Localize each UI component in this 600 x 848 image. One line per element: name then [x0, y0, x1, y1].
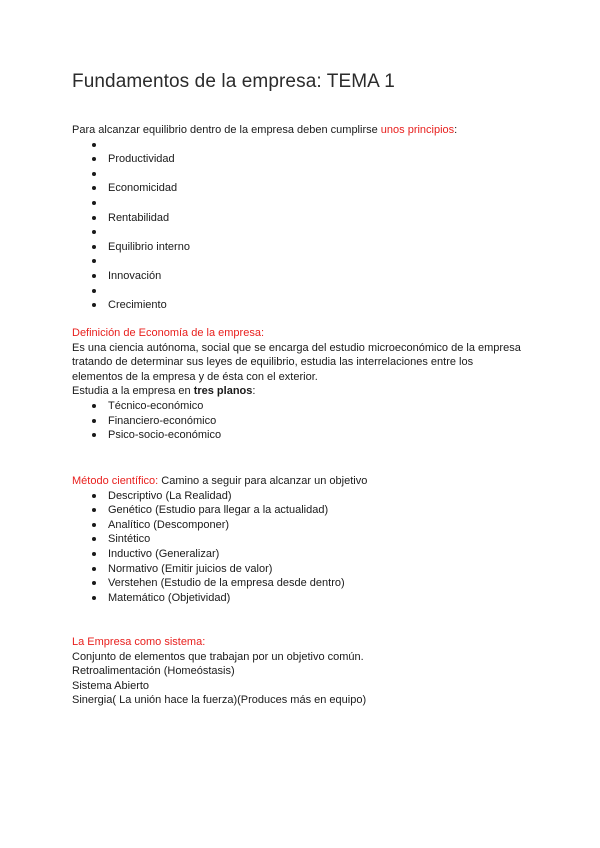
economia-line: tratando de determinar sus leyes de equilibrio, estudia las interrelaciones entre los — [72, 356, 474, 369]
list-item: Inductivo (Generalizar) — [72, 547, 542, 562]
planos-bold: tres planos — [193, 385, 253, 398]
planos-intro: Estudia a la empresa en tres planos: — [72, 385, 256, 398]
list-item: Rentabilidad — [72, 211, 542, 226]
list-item: Crecimiento — [72, 298, 542, 313]
economia-line: Es una ciencia autónoma, social que se encarga del estudio microeconómico de la empresa — [72, 341, 521, 354]
sistema-line: Retroalimentación (Homeóstasis) — [72, 665, 235, 678]
list-item — [72, 138, 542, 153]
planos-list — [72, 399, 542, 443]
principles-highlight: unos principios — [380, 124, 455, 136]
principles-list — [72, 138, 542, 313]
list-item: Equilibrio interno — [72, 240, 542, 255]
metodo-intro: Método científico: Camino a seguir para alcanzar un objetivo — [72, 475, 368, 487]
list-item — [72, 254, 542, 269]
list-item: Técnico-económico — [72, 399, 542, 414]
metodo-list — [72, 489, 542, 606]
list-item — [72, 225, 542, 240]
list-item — [72, 196, 542, 211]
list-item: Productividad — [72, 152, 542, 167]
metodo-heading: Método científico: — [72, 475, 159, 487]
sistema-heading: La Empresa como sistema: — [72, 636, 206, 648]
sistema-line: Sistema Abierto — [72, 679, 150, 692]
sistema-section — [72, 635, 542, 708]
list-item — [72, 167, 542, 182]
page-title: Fundamentos de la empresa: TEMA 1 — [72, 71, 395, 92]
economia-heading: Definición de Economía de la empresa: — [72, 327, 264, 339]
list-item: Psico-socio-económico — [72, 428, 542, 443]
list-item — [72, 284, 542, 299]
list-item: Analítico (Descomponer) — [72, 518, 542, 533]
list-item: Innovación — [72, 269, 542, 284]
list-item: Financiero-económico — [72, 414, 542, 429]
list-item: Descriptivo (La Realidad) — [72, 489, 542, 504]
list-item: Economicidad — [72, 181, 542, 196]
sistema-line: Sinergia( La unión hace la fuerza)(Produces más en equipo) — [72, 694, 367, 707]
list-item: Matemático (Objetividad) — [72, 591, 542, 606]
list-item: Verstehen (Estudio de la empresa desde dentro) — [72, 576, 542, 591]
sistema-line: Conjunto de elementos que trabajan por un objetivo común. — [72, 650, 364, 663]
metodo-section — [72, 474, 542, 605]
economia-section — [72, 326, 542, 443]
list-item: Genético (Estudio para llegar a la actualidad) — [72, 503, 542, 518]
list-item: Normativo (Emitir juicios de valor) — [72, 562, 542, 577]
economia-line: elementos de la empresa y de ésta con el exterior. — [72, 370, 318, 383]
principles-intro: Para alcanzar equilibrio dentro de la empresa deben cumplirse unos principios: — [72, 124, 458, 136]
principles-section — [72, 123, 542, 313]
list-item: Sintético — [72, 532, 542, 547]
